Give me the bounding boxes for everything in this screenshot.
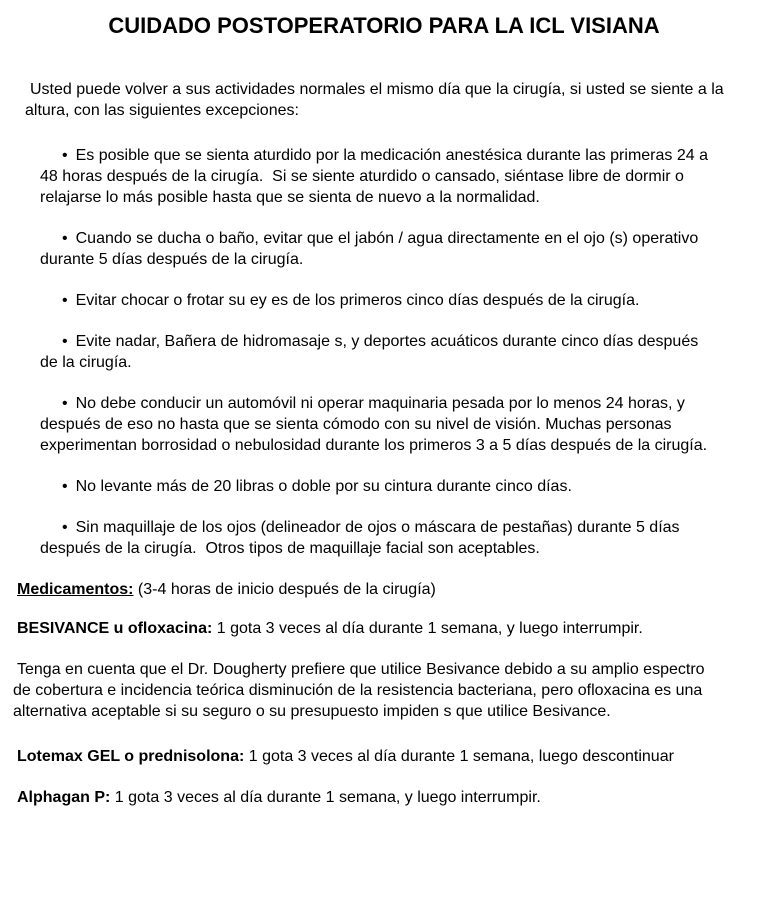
medications-heading-label: Medicamentos: [17, 581, 134, 598]
intro-paragraph: Usted puede volver a sus actividades normales el mismo día que la cirugía, si usted se siente a la altura, con las siguientes excepciones: [25, 81, 729, 119]
medications-section-heading [13, 579, 713, 600]
exception-bullet-5: • No debe conducir un automóvil ni operar maquinaria pesada por lo menos 24 horas, y después de eso no hasta que se sienta cómodo con su nivel de visión. Muchas personas experimentan borrosidad o nebulosidad durante los primeros 3 a 5 días después de la cirugía. [40, 393, 710, 456]
exception-bullet-2: • Cuando se ducha o baño, evitar que el jabón / agua directamente en el ojo (s) operativo durante 5 días después de la cirugía. [40, 228, 710, 270]
exception-bullet-3: • Evitar chocar o frotar su ey es de los primeros cinco días después de la cirugía. [40, 290, 710, 311]
exception-bullet-6: • No levante más de 20 libras o doble por su cintura durante cinco días. [40, 476, 710, 497]
medication-besivance-name: BESIVANCE u ofloxacina: [17, 620, 213, 637]
medication-preference-note: Tenga en cuenta que el Dr. Dougherty prefiere que utilice Besivance debido a su amplio espectro de cobertura e incidencia teórica disminución de la resistencia bacteriana, pero ofloxacina es una alternativa aceptable si su seguro o su presupuesto impiden s que utilice Besivance. [13, 661, 709, 720]
exception-bullet-1: • Es posible que se sienta aturdido por la medicación anestésica durante las primeras 24 a 48 horas después de la cirugía. Si se siente aturdido o cansado, siéntase libre de dormir o relajarse lo más posible hasta que se sienta de nuevo a la normalidad. [40, 145, 710, 208]
document-title: CUIDADO POSTOPERATORIO PARA LA ICL VISIANA [108, 13, 660, 38]
medication-alphagan-instructions: 1 gota 3 veces al día durante 1 semana, y luego interrumpir. [114, 789, 541, 806]
exceptions-list [0, 145, 768, 559]
medications-heading-note: (3-4 horas de inicio después de la cirugía) [137, 581, 436, 598]
exception-bullet-4: • Evite nadar, Bañera de hidromasaje s, y deportes acuáticos durante cinco días después de la cirugía. [40, 331, 710, 373]
medication-lotemax-instructions: 1 gota 3 veces al día durante 1 semana, luego descontinuar [248, 748, 674, 765]
exception-bullet-7: • Sin maquillaje de los ojos (delineador de ojos o máscara de pestañas) durante 5 días después de la cirugía. Otros tipos de maquillaje facial son aceptables. [40, 517, 710, 559]
medication-lotemax-name: Lotemax GEL o prednisolona: [17, 748, 245, 765]
medication-alphagan-name: Alphagan P: [17, 789, 111, 806]
medication-alphagan [13, 787, 713, 808]
medication-besivance-instructions: 1 gota 3 veces al día durante 1 semana, y luego interrumpir. [216, 620, 643, 637]
medication-lotemax [13, 746, 713, 767]
medication-besivance [13, 618, 713, 639]
